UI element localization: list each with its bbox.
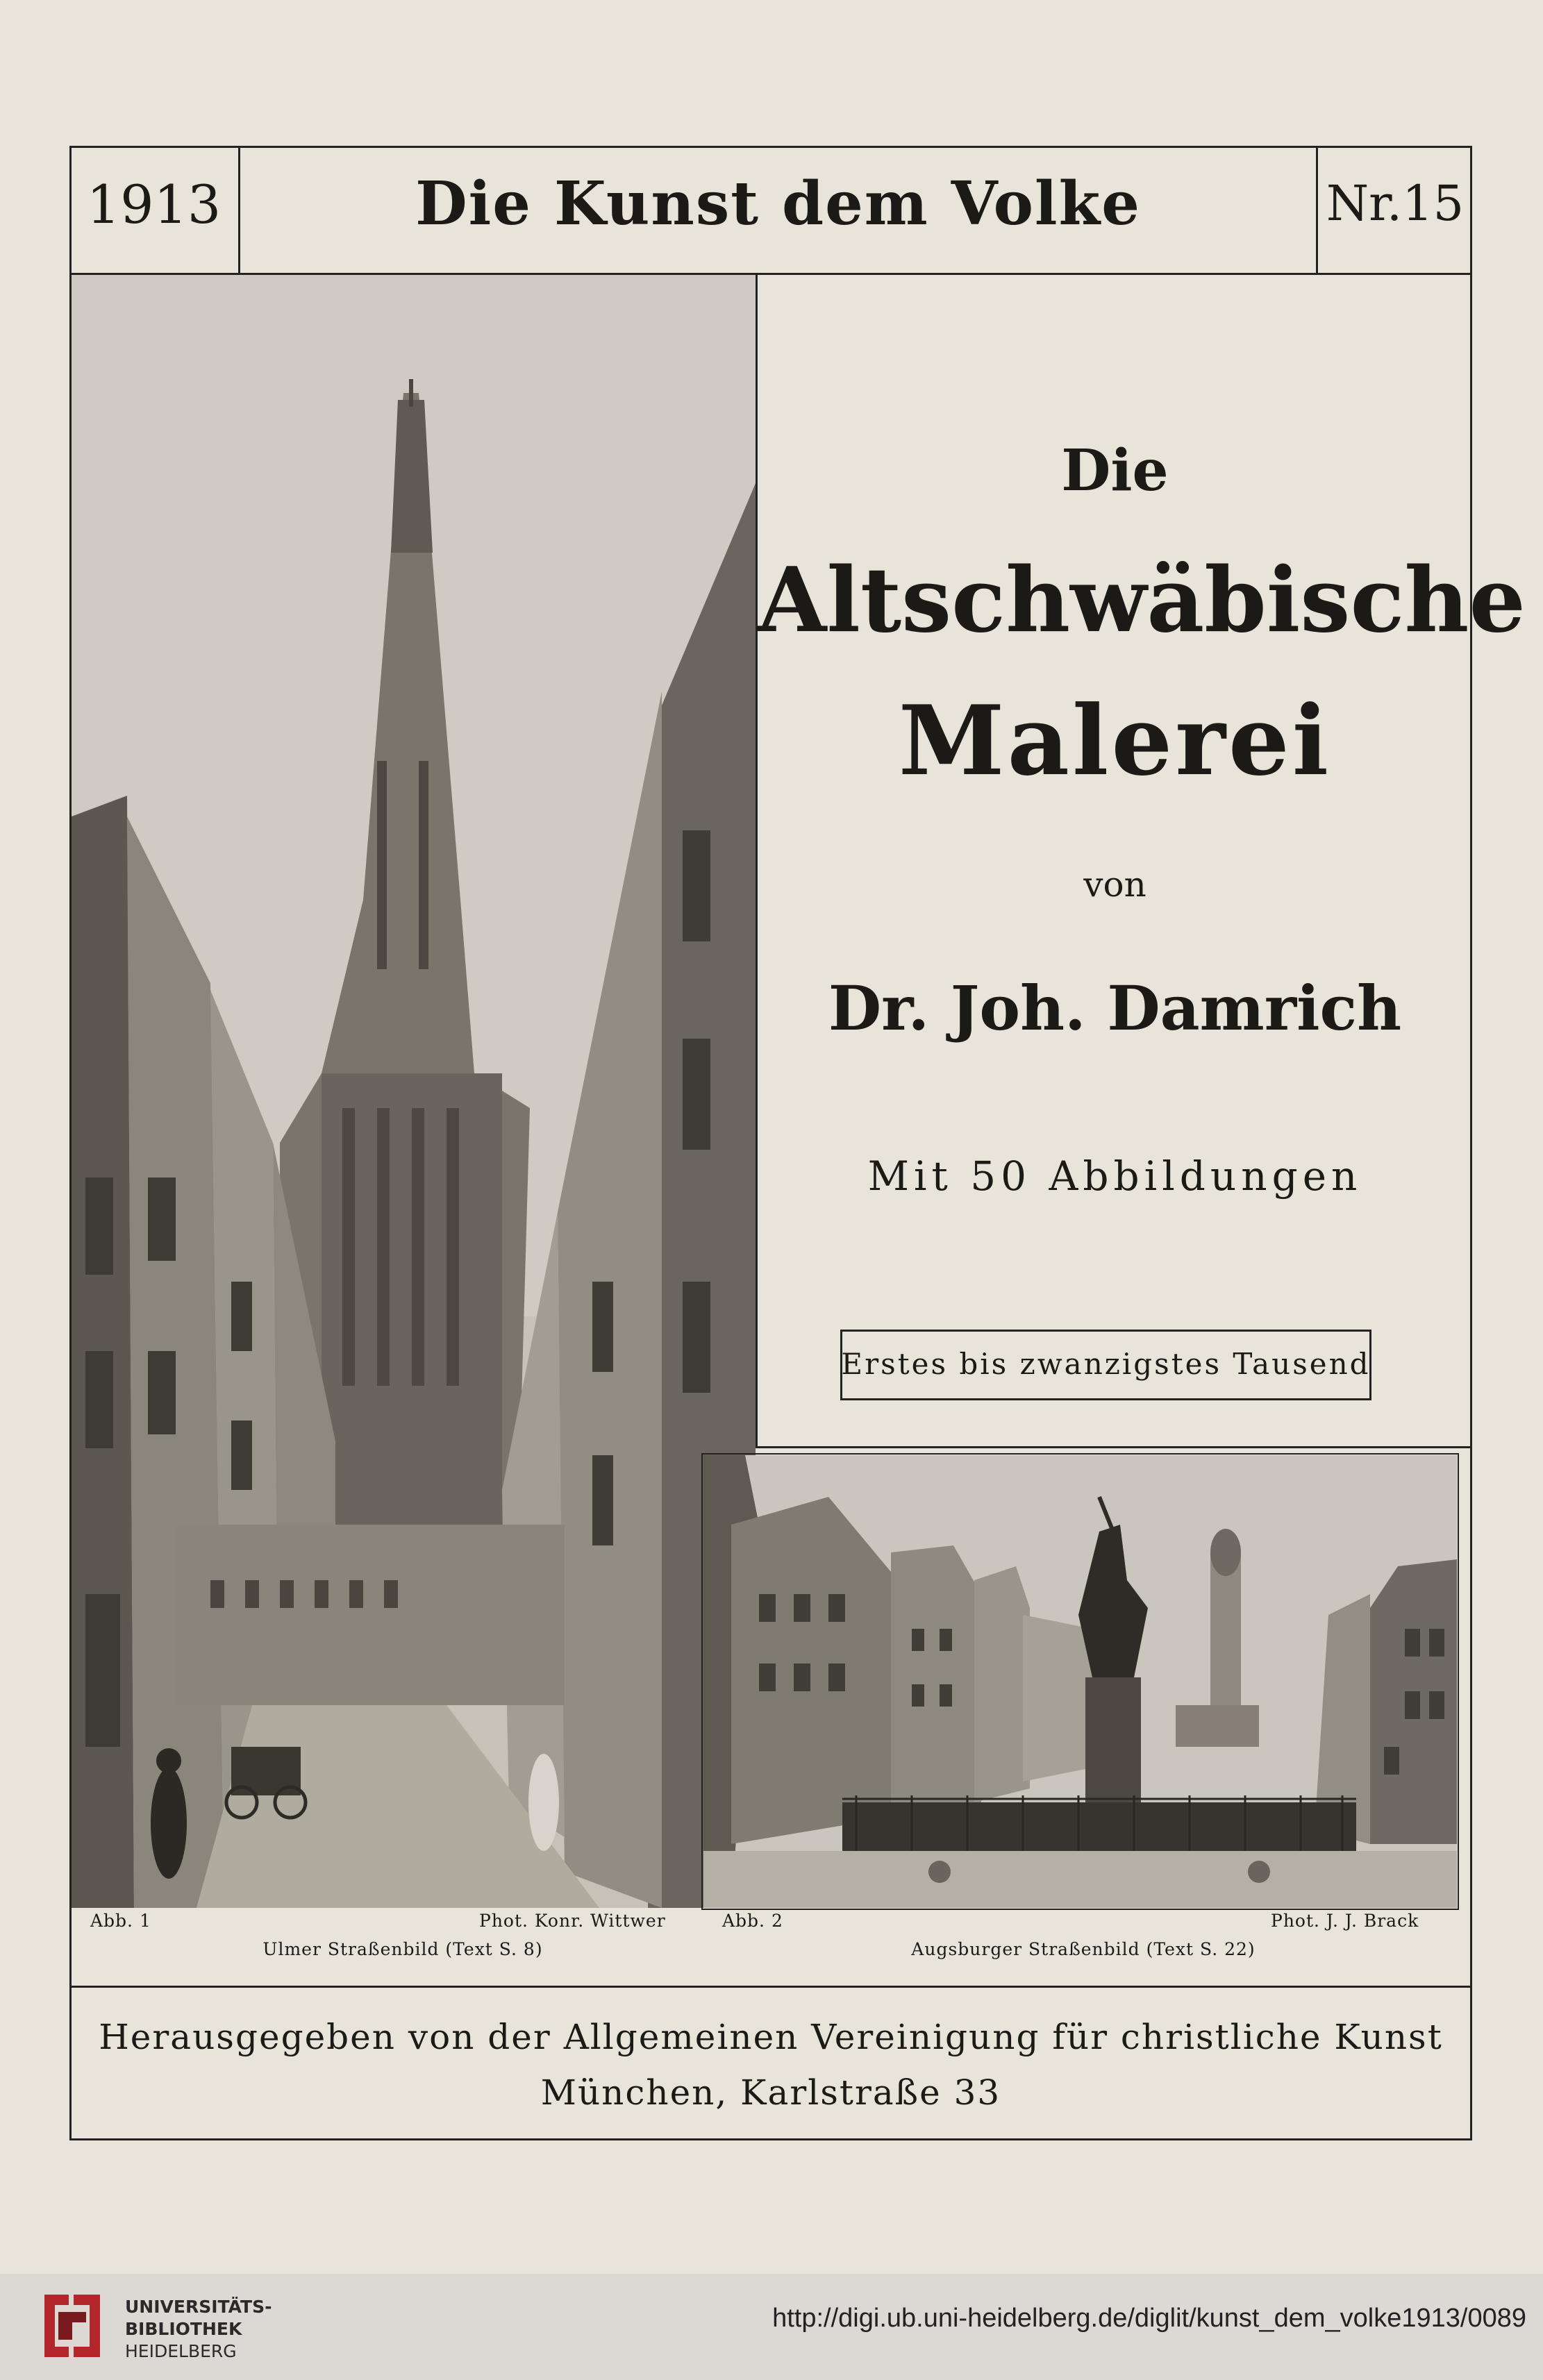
figure-2-credit: Phot. J. J. Brack xyxy=(1271,1911,1419,1931)
title-article: Die xyxy=(1061,437,1169,504)
library-name-line-1: UNIVERSITÄTS- xyxy=(125,2297,272,2317)
photo-augsburg-border xyxy=(701,1453,1459,1910)
title-line-2: Malerei xyxy=(898,684,1332,797)
ulm-street-illustration xyxy=(72,275,756,1908)
figure-2-caption: Augsburger Straßenbild (Text S. 22) xyxy=(911,1939,1256,1959)
title-panel-bottom-border xyxy=(756,1446,1472,1448)
title-line-1: Altschwäbische xyxy=(758,548,1526,653)
source-url-link[interactable]: http://digi.ub.uni-heidelberg.de/diglit/kunst_dem_volke1913/0089 xyxy=(772,2304,1526,2333)
illustrations-note: Mit 50 Abbildungen xyxy=(867,1153,1362,1200)
series-title: Die Kunst dem Volke xyxy=(415,169,1141,239)
library-logo-icon xyxy=(31,2284,114,2368)
library-name-line-2: BIBLIOTHEK xyxy=(125,2319,242,2339)
issue-number: Nr.15 xyxy=(1326,175,1465,232)
figure-1-label: Abb. 1 xyxy=(90,1911,151,1931)
year: 1913 xyxy=(86,174,222,235)
figure-2-label: Abb. 2 xyxy=(722,1911,783,1931)
publisher-divider xyxy=(69,1986,1472,1988)
edition-note: Erstes bis zwanzigstes Tausend xyxy=(841,1347,1371,1381)
author-name: Dr. Joh. Damrich xyxy=(828,972,1402,1044)
figure-1-caption: Ulmer Straßenbild (Text S. 8) xyxy=(262,1939,543,1959)
publisher-line-1: Herausgegeben von der Allgemeinen Vereinigung für christliche Kunst xyxy=(99,2017,1443,2057)
photo-ulm-street xyxy=(72,275,756,1908)
figure-1-credit: Phot. Konr. Wittwer xyxy=(479,1911,666,1931)
by-line: von xyxy=(1083,864,1146,905)
publisher-line-2: München, Karlstraße 33 xyxy=(540,2072,1001,2113)
library-name-line-3: HEIDELBERG xyxy=(125,2341,237,2361)
